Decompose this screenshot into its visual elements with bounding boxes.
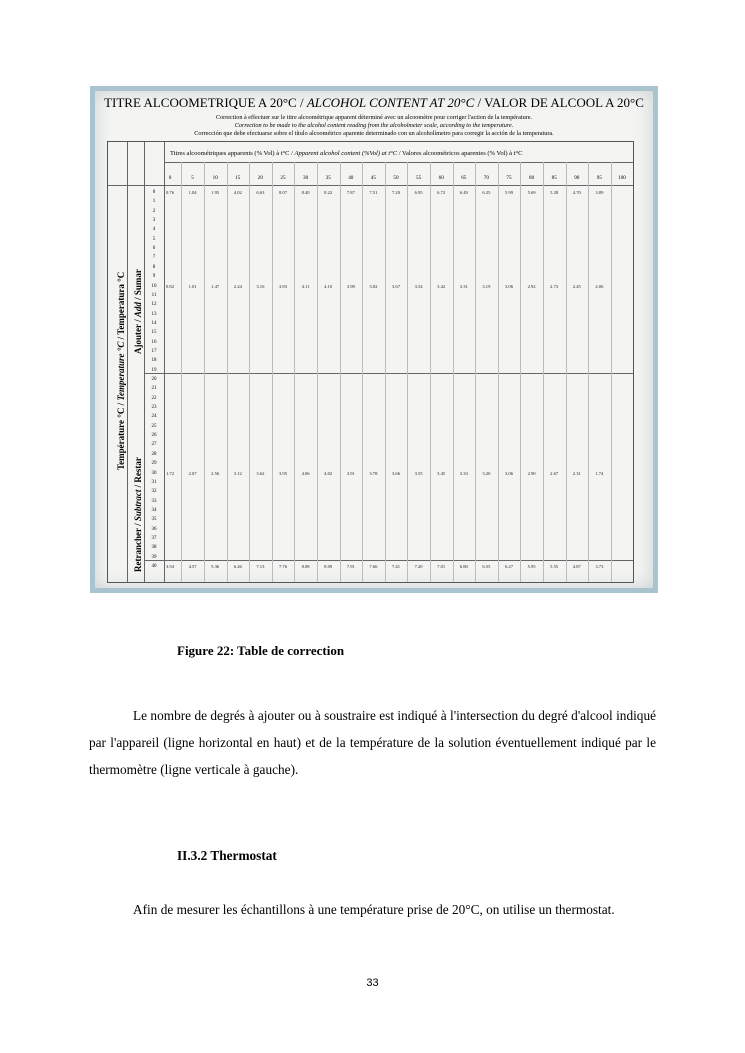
header-divider [164,162,633,163]
row-label: 6 [152,246,156,252]
row-label: 1 [152,199,156,205]
table-cell: 3.19 [482,283,491,289]
row-label: 28 [151,451,157,457]
table-cell: 3.33 [459,470,468,476]
table-cell: 5.28 [550,190,559,195]
row-label: 20 [151,377,157,382]
note-french: Correction à effectuer sur le titre alcoométrique apparent déterminé avec un alcoomètre pour corriger l'action de la température. [215,114,533,121]
correction-table-figure [90,86,658,593]
column-line [227,162,228,582]
table-cell: 3.42 [437,283,446,289]
note-english: Correction to be made to the alcohol content reading from the alcoholmeter scale, according to the temperature. [234,122,514,129]
column-line [317,162,318,582]
table-cell: 4.87 [572,564,581,569]
table-cell: 8.07 [278,190,288,195]
row-label: 18 [151,358,157,364]
table-cell: 7.13 [256,564,265,569]
column-header: 0 [168,175,172,181]
subtract-label: Retrancher / Subtract / Restar [133,457,143,572]
row-label: 26 [151,433,157,439]
table-cell: 8.09 [324,564,333,569]
table-cell: 6.49 [459,190,468,195]
table-cell: 4.02 [324,470,333,476]
table-cell: 7.76 [278,564,288,569]
table-cell: 3.91 [346,470,355,476]
table-cell: 3.45 [437,470,446,476]
row-label: 4 [152,227,156,233]
table-cell: 3.16 [256,283,265,289]
column-line [453,162,454,582]
table-cell: 6.95 [414,190,423,195]
column-header: 75 [506,175,512,181]
column-line [362,162,363,582]
column-header: 5 [191,175,194,181]
column-line [430,162,431,582]
row-label: 23 [151,405,157,411]
table-cell: 8.08 [301,564,310,569]
column-line [249,162,250,582]
column-line [340,162,341,582]
row-label: 2 [152,208,156,214]
column-line [520,162,521,582]
table-cell: 7.01 [437,564,446,569]
table-cell: 4.10 [324,283,333,289]
column-line [566,162,567,582]
row-label: 11 [151,292,157,298]
table-cell: 3.94 [165,564,175,569]
column-header: 20 [257,175,263,181]
table-cell: 2.31 [572,470,581,476]
table-cell: 3.83 [278,283,288,289]
table-cell: 4.57 [188,564,197,569]
figure-title: TITRE ALCOOMETRIQUE A 20°C / ALCOHOL CONTENT AT 20°C / VALOR DE ALCOOL A 20°C [104,95,644,110]
column-line [181,162,182,582]
table-cell: 7.20 [414,564,423,569]
row-label: 22 [151,395,157,401]
temperature-axis-label: Température °C / Temperature °C / Temperatura °C [116,271,126,470]
table-cell: 3.20 [482,470,491,476]
table-cell: 2.45 [572,283,581,289]
table-cell: 1.72 [165,470,175,476]
row-label: 13 [151,311,157,317]
row-label: 14 [151,320,157,326]
table-cell: 1.74 [595,470,604,476]
table-cell: 2.56 [211,470,220,476]
table-cell: 7.41 [391,564,401,569]
table-cell: 2.73 [550,283,559,289]
section-heading: II.3.2 Thermostat [177,848,277,863]
row-label: 25 [151,423,157,429]
row-label: 29 [151,461,157,467]
table-cell: 3.06 [504,470,514,476]
row-label: 40 [151,564,157,569]
table-cell: 3.12 [233,470,242,476]
table-cell: 1.04 [188,190,197,195]
column-header: 50 [393,175,399,181]
table-cell: 2.07 [188,470,197,476]
correction-table [107,141,634,583]
row-label: 5 [152,236,156,242]
table-cell: 4.11 [301,283,310,289]
table-cell: 6.80 [459,564,468,569]
row-label: 19 [151,367,157,373]
row-label: 10 [151,283,157,289]
row-label: 7 [152,255,156,261]
column-header: 40 [348,175,354,181]
table-cell: 5.99 [504,190,514,195]
column-header: 10 [212,175,218,181]
column-line [588,162,589,582]
column-header: 25 [280,175,286,181]
row-label: 35 [151,517,157,523]
column-header: 70 [483,175,489,181]
table-cell: 2.67 [550,470,559,476]
row-label: 39 [151,554,157,560]
table-cell: 3.31 [459,283,468,289]
col-divider [144,142,145,582]
row-label: 0 [152,190,156,195]
table-cell: 2.90 [527,470,536,476]
table-cell: 4.02 [233,190,242,195]
row-label: 33 [151,498,157,504]
table-cell: 1.01 [188,283,197,289]
table-cell: 7.66 [369,564,378,569]
table-cell: 3.66 [391,470,401,476]
table-cell: 5.36 [211,564,220,569]
column-header: 35 [325,175,331,181]
scanned-sheet [95,91,653,588]
row-label: 27 [151,442,157,448]
note-spanish: Corrección que debe efectuarse sobre el título alcoométrico aparente determinado con un alcoholímetro para corregir la acción de la temperatura. [194,130,554,137]
row-label: 24 [151,414,157,420]
table-cell: 3.73 [595,564,604,569]
table-cell: 4.06 [301,470,310,476]
add-label: Ajouter / Add / Sumar [133,269,143,354]
table-cell: 7.51 [369,190,378,195]
table-cell: 3.89 [595,190,604,195]
table-cell: 5.55 [550,564,559,569]
column-header: 95 [596,175,602,181]
column-header: 15 [235,175,241,181]
column-line [294,162,295,582]
table-cell: 7.91 [346,564,355,569]
section-divider [144,560,633,561]
table-cell: 6.63 [256,190,265,195]
table-cell: 3.55 [414,470,423,476]
table-cell: 6.26 [233,564,242,569]
column-header: 45 [370,175,376,181]
table-cell: 5.69 [527,190,536,195]
table-cell: 8.40 [301,190,310,195]
column-header: 90 [574,175,580,181]
column-line [385,162,386,582]
table-cell: 3.54 [414,283,423,289]
table-cell: 3.82 [369,283,378,289]
table-cell: 6.72 [437,190,446,195]
column-line [204,162,205,582]
figure-caption: Figure 22: Table de correction [177,643,345,658]
table-cell: 8.22 [324,190,333,195]
row-label: 37 [151,535,157,541]
column-header: 30 [303,175,309,181]
col-divider [127,142,128,582]
table-cell: 2.24 [233,283,242,289]
column-line [272,162,273,582]
row-label: 17 [151,348,157,354]
row-label: 32 [151,489,157,495]
row-label: 36 [151,526,157,532]
column-header-label: Titres alcoométriques apparents (% Vol) à t°C / Apparent alcohol content (%Vol) at t°C / Valores alcoométricos aparentes (% Vol) à t°C [170,150,523,157]
row-label: 3 [152,218,156,224]
table-cell: 7.87 [346,190,355,195]
table-cell: 0.82 [165,283,175,289]
row-label: 12 [151,302,157,308]
column-line [611,162,612,582]
table-cell: 3.95 [278,470,288,476]
row-label: 16 [151,339,157,345]
column-header: 55 [416,175,422,181]
table-cell: 0.76 [165,190,175,195]
column-header: 80 [529,175,535,181]
column-header: 60 [438,175,444,181]
paragraph-correction: Le nombre de degrés à ajouter ou à soustraire est indiqué à l'intersection du degré d'alcool indiqué par l'appareil (ligne horizontal en haut) et de la température de la solution éventuellement indiqué par le thermomètre (ligne verticale à gauche). [89,708,656,777]
header-divider [108,185,633,186]
column-line [407,162,408,582]
table-cell: 6.55 [482,564,491,569]
row-label: 9 [152,274,156,280]
col-divider [164,142,165,582]
row-label: 31 [151,479,157,485]
row-label: 34 [151,507,157,513]
paragraph-thermostat: Afin de mesurer les échantillons à une température prise de 20°C, on utilise un thermostat. [133,902,615,917]
table-cell: 7.20 [391,190,401,195]
column-line [543,162,544,582]
row-label: 8 [152,264,156,270]
column-header: 100 [618,175,626,181]
row-label: 30 [151,470,157,476]
column-header: 65 [461,175,467,181]
table-cell: 1.95 [211,190,220,195]
table-cell: 3.78 [369,470,378,476]
column-line [475,162,476,582]
table-cell: 3.62 [256,470,265,476]
table-cell: 2.92 [527,283,536,289]
table-cell: 3.98 [346,283,355,289]
table-cell: 3.67 [391,283,401,289]
page-number: 33 [366,977,379,989]
section-divider [144,373,633,374]
table-cell: 2.06 [595,283,604,289]
table-cell: 5.95 [527,564,536,569]
column-line [498,162,499,582]
table-cell: 4.70 [572,190,581,195]
table-cell: 1.47 [211,283,220,289]
table-cell: 6.27 [504,564,514,569]
table-cell: 6.25 [482,190,491,195]
row-label: 21 [151,386,157,392]
column-header: 85 [551,175,557,181]
row-label: 15 [151,330,157,336]
table-cell: 3.06 [504,283,514,289]
row-label: 38 [151,545,157,551]
